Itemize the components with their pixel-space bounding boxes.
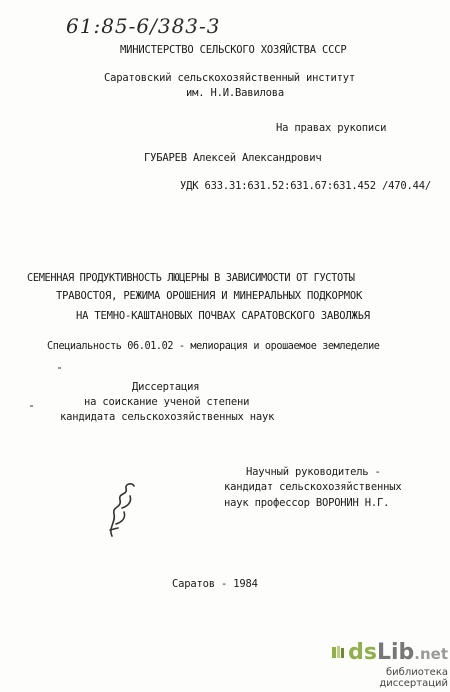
dslib-logo	[318, 640, 448, 665]
book-stack-icon	[331, 645, 345, 659]
supervisor-title: кандидат сельскохозяйственных	[224, 481, 402, 493]
title-line-1: СЕМЕННАЯ ПРОДУКТИВНОСТЬ ЛЮЦЕРНЫ В ЗАВИСИМОСТИ ОТ ГУСТОТЫ	[27, 272, 355, 284]
title-line-2: ТРАВОСТОЯ, РЕЖИМА ОРОШЕНИЯ И МИНЕРАЛЬНЫХ ПОДКОРМОК	[56, 290, 363, 302]
institute-named-after: им. Н.И.Вавилова	[186, 87, 284, 99]
author-name: ГУБАРЕВ Алексей Александрович	[144, 152, 322, 164]
specialty-line: Специальность 06.01.02 - мелиорация и орошаемое земледелие	[47, 341, 380, 352]
handwritten-catalog-code: 61:85-6/383-3	[66, 14, 221, 38]
author-signature	[104, 478, 144, 540]
place-and-year: Саратов - 1984	[172, 578, 258, 590]
scan-speck	[30, 405, 33, 407]
watermark-lib: Lib	[376, 640, 415, 665]
title-line-3: НА ТЕМНО-КАШТАНОВЫХ ПОЧВАХ САРАТОВСКОГО ЗАВОЛЖЬЯ	[76, 310, 370, 322]
udc-code: УДК 633.31:631.52:631.67:631.452 /470.44/	[180, 180, 431, 192]
watermark-ds: ds	[348, 640, 377, 665]
supervisor-name: наук профессор ВОРОНИН Н.Г.	[224, 497, 390, 509]
watermark-net: .net	[414, 645, 448, 663]
thesis-field-line: кандидата сельскохозяйственных наук	[60, 411, 275, 423]
ministry-heading: МИНИСТЕРСТВО СЕЛЬСКОГО ХОЗЯЙСТВА СССР	[120, 44, 347, 56]
watermark-subtitle: библиотека диссертаций	[379, 667, 448, 689]
institute-name: Саратовский сельскохозяйственный институт	[104, 72, 355, 84]
thesis-type: Диссертация	[132, 381, 200, 393]
supervisor-label: Научный руководитель -	[246, 466, 381, 478]
thesis-degree-line: на соискание ученой степени	[84, 396, 250, 408]
rights-note: На правах рукописи	[276, 122, 387, 134]
dslib-watermark[interactable]	[318, 640, 448, 688]
scan-speck	[58, 367, 61, 369]
